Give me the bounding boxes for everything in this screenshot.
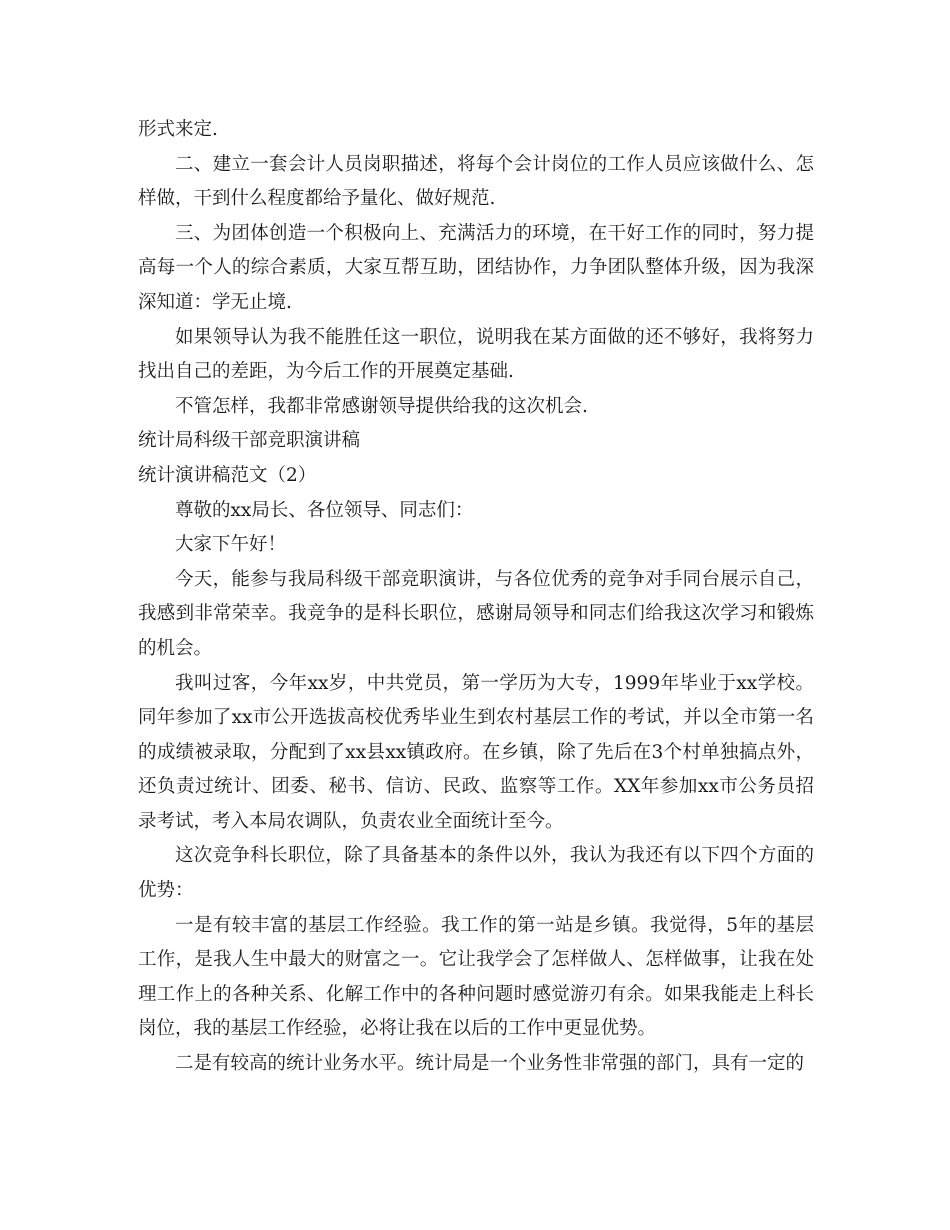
paragraph-advantage-one: 一是有较丰富的基层工作经验。我工作的第一站是乡镇。我觉得，5年的基层工作，是我人生中最大的财富之一。它让我学会了怎样做人、怎样做事，让我在处理工作上的各种关系、化解工作中的各种问题时感觉游刃有余。如果我能走上科长岗位，我的基层工作经验，必将让我在以后的工作中更显优势。 [138,914,814,1040]
paragraph-if-not-qualified: 如果领导认为我不能胜任这一职位，说明我在某方面做的还不够好，我将努力找出自己的差距，为今后工作的开展奠定基础. [138,326,814,383]
paragraph-item-three: 三、为团体创造一个积极向上、充满活力的环境，在干好工作的同时，努力提高每一个人的综合素质，大家互帮互助，团结协作，力争团队整体升级，因为我深深知道：学无止境. [138,222,814,313]
salutation: 尊敬的xx局长、各位领导、同志们： [175,499,474,521]
paragraph-advantages-intro: 这次竞争科长职位，除了具备基本的条件以外，我认为我还有以下四个方面的优势： [138,845,814,902]
paragraph-advantage-two: 二是有较高的统计业务水平。统计局是一个业务性非常强的部门，具有一定的 [175,1053,805,1075]
paragraph-self-introduction: 我叫过客，今年xx岁，中共党员，第一学历为大专，1999年毕业于xx学校。同年参加了xx市公开选拔高校优秀毕业生到农村基层工作的考试，并以全市第一名的成绩被录取，分配到了xx县xx镇政府。在乡镇，除了先后在3个村单独搞点外，还负责过统计、团委、秘书、信访、民政、监察等工作。XX年参加xx市公务员招录考试，考入本局农调队，负责农业全面统计至今。 [138,672,814,832]
section-title: 统计局科级干部竞职演讲稿 [138,430,361,452]
document-body [138,113,814,1082]
paragraph-item-two: 二、建立一套会计人员岗职描述，将每个会计岗位的工作人员应该做什么、怎样做，干到什么程度都给予量化、做好规范. [138,153,814,210]
section-subtitle: 统计演讲稿范文（2） [138,464,317,486]
greeting: 大家下午好！ [175,534,287,556]
paragraph-intro: 今天，能参与我局科级干部竞职演讲，与各位优秀的竞争对手同台展示自己，我感到非常荣幸。我竞争的是科长职位，感谢局领导和同志们给我这次学习和锻炼的机会。 [138,568,814,659]
paragraph-thanks: 不管怎样，我都非常感谢领导提供给我的这次机会. [175,395,588,417]
paragraph-continuation: 形式来定. [138,119,218,140]
